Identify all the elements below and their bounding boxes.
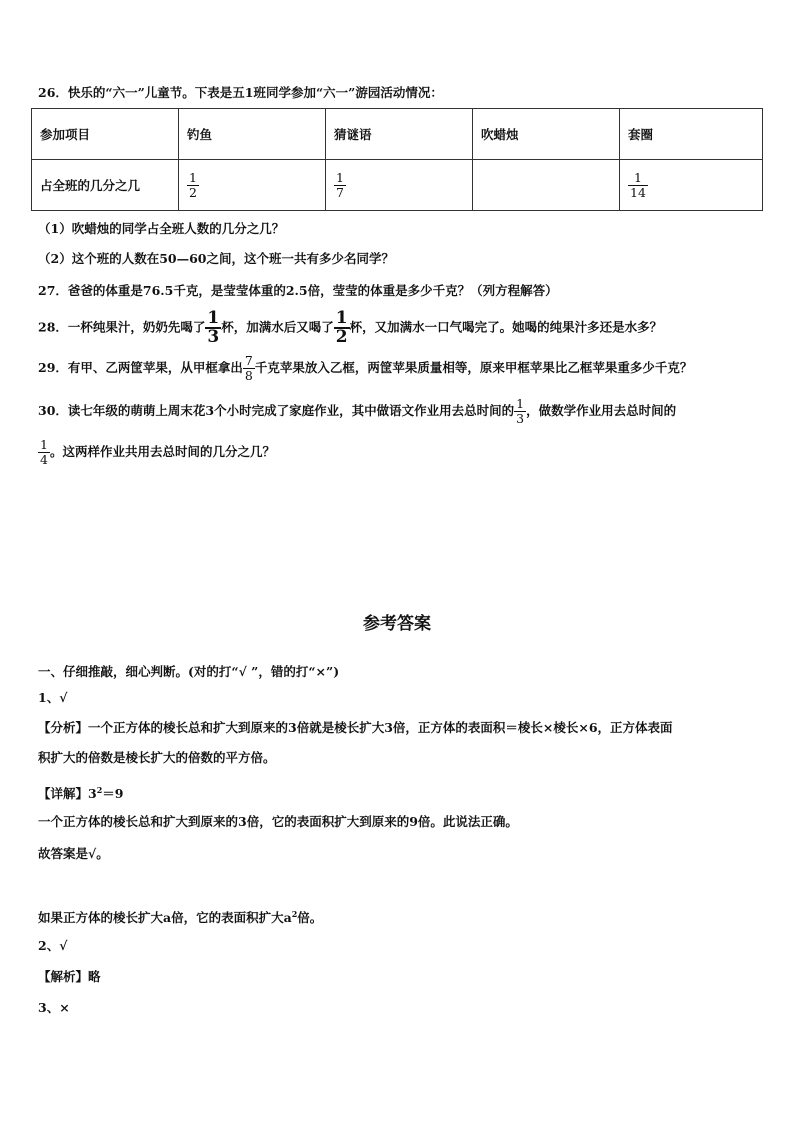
fraction-numerator: 1	[40, 437, 48, 452]
question-30-line2	[38, 434, 275, 470]
table-header-cell: 吹蜡烛	[473, 109, 620, 160]
fraction-numerator: 7	[244, 353, 253, 368]
table-row-label: 占全班的几分之几	[32, 160, 179, 211]
table-header-cell: 钓鱼	[179, 109, 326, 160]
question-26-sub2: （2）这个班的人数在50—60之间，这个班一共有多少名同学？	[38, 251, 394, 266]
fraction-denominator: 3	[516, 411, 525, 426]
fraction-numerator: 1	[633, 169, 642, 185]
detail-label: 【详解】3	[38, 786, 97, 802]
fraction	[205, 310, 221, 346]
answer-1-detail	[38, 781, 123, 803]
table-header-cell: 猜谜语	[326, 109, 473, 160]
detail-rest: ＝9	[102, 786, 124, 802]
answer-1-line4: 故答案是√。	[38, 846, 109, 861]
question-29	[38, 350, 692, 386]
answer-1-analysis-cont: 积扩大的倍数是棱长扩大的倍数的平方倍。	[38, 750, 276, 765]
fraction-denominator: 2	[189, 184, 197, 200]
question-28-part: 杯，加满水后又喝了	[221, 319, 334, 335]
fraction-denominator: 14	[630, 184, 646, 200]
superscript: 2	[291, 909, 298, 919]
table-cell-empty	[473, 160, 620, 211]
question-28-part: 杯，又加满水一口气喝完了。她喝的纯果汁多还是水多？	[349, 319, 663, 335]
fraction	[243, 354, 255, 383]
answer-1-note	[38, 905, 322, 927]
fraction	[38, 438, 50, 467]
table-row	[32, 160, 763, 211]
fraction	[334, 171, 346, 200]
question-29-part: 29．有甲、乙两筐苹果，从甲框拿出	[38, 360, 243, 375]
table-header-cell: 参加项目	[32, 109, 179, 160]
fraction	[334, 310, 350, 346]
table-header-cell: 套圈	[620, 109, 763, 160]
question-30-part: 。这两样作业共用去总时间的几分之几？	[49, 444, 275, 459]
question-26-sub1: （1）吹蜡烛的同学占全班人数的几分之几？	[38, 221, 285, 236]
fraction-numerator: 1	[189, 169, 197, 185]
note-part: 倍。	[297, 910, 323, 926]
fraction	[514, 397, 526, 426]
table-cell-fraction	[179, 160, 326, 211]
answer-3: 3、×	[38, 1000, 70, 1015]
question-27: 27．爸爸的体重是76.5千克，是莹莹体重的2.5倍，莹莹的体重是多少千克？（列方程解答）	[38, 283, 558, 298]
fraction	[187, 171, 199, 200]
question-28-part: 28．一杯纯果汁，奶奶先喝了	[38, 319, 206, 335]
question-26-text: 26．快乐的“六一”儿童节。下表是五1班同学参加“六一”游园活动情况：	[38, 85, 443, 100]
question-29-part: 千克苹果放入乙框，两筐苹果质量相等，原来甲框苹果比乙框苹果重多少千克？	[254, 360, 693, 375]
fraction	[628, 171, 648, 200]
question-30-part: ，做数学作业用去总时间的	[526, 403, 677, 418]
fraction-denominator: 3	[207, 327, 220, 347]
answers-title: 参考答案	[363, 614, 431, 634]
answers-section-1: 一、仔细推敲，细心判断。(对的打“√ ”，错的打“×”)	[38, 664, 340, 679]
fraction-denominator: 4	[40, 452, 48, 467]
note-part: 如果正方体的棱长扩大a倍，它的表面积扩大a	[38, 910, 292, 926]
question-28	[38, 310, 662, 346]
fraction-numerator: 1	[207, 308, 220, 328]
table-cell-fraction	[620, 160, 763, 211]
superscript: 2	[96, 785, 103, 795]
table-cell-fraction	[326, 160, 473, 211]
answer-2-analysis: 【解析】略	[38, 969, 101, 984]
question-30-line1	[38, 393, 676, 429]
fraction-numerator: 1	[336, 169, 344, 185]
answer-1: 1、√	[38, 690, 68, 705]
answer-1-line3: 一个正方体的棱长总和扩大到原来的3倍，它的表面积扩大到原来的9倍。此说法正确。	[38, 814, 518, 829]
fraction-denominator: 7	[336, 184, 344, 200]
activity-table	[31, 108, 763, 211]
answer-1-analysis: 【分析】一个正方体的棱长总和扩大到原来的3倍就是棱长扩大3倍，正方体的表面积＝棱长×棱长×6，正方体表面	[38, 720, 673, 735]
fraction-numerator: 1	[335, 308, 348, 328]
table-header-row	[32, 109, 763, 160]
fraction-numerator: 1	[516, 396, 525, 411]
fraction-denominator: 2	[335, 327, 348, 347]
answer-2: 2、√	[38, 938, 68, 953]
question-30-part: 30．读七年级的萌萌上周末花3个小时完成了家庭作业，其中做语文作业用去总时间的	[38, 403, 515, 418]
fraction-denominator: 8	[244, 368, 253, 383]
